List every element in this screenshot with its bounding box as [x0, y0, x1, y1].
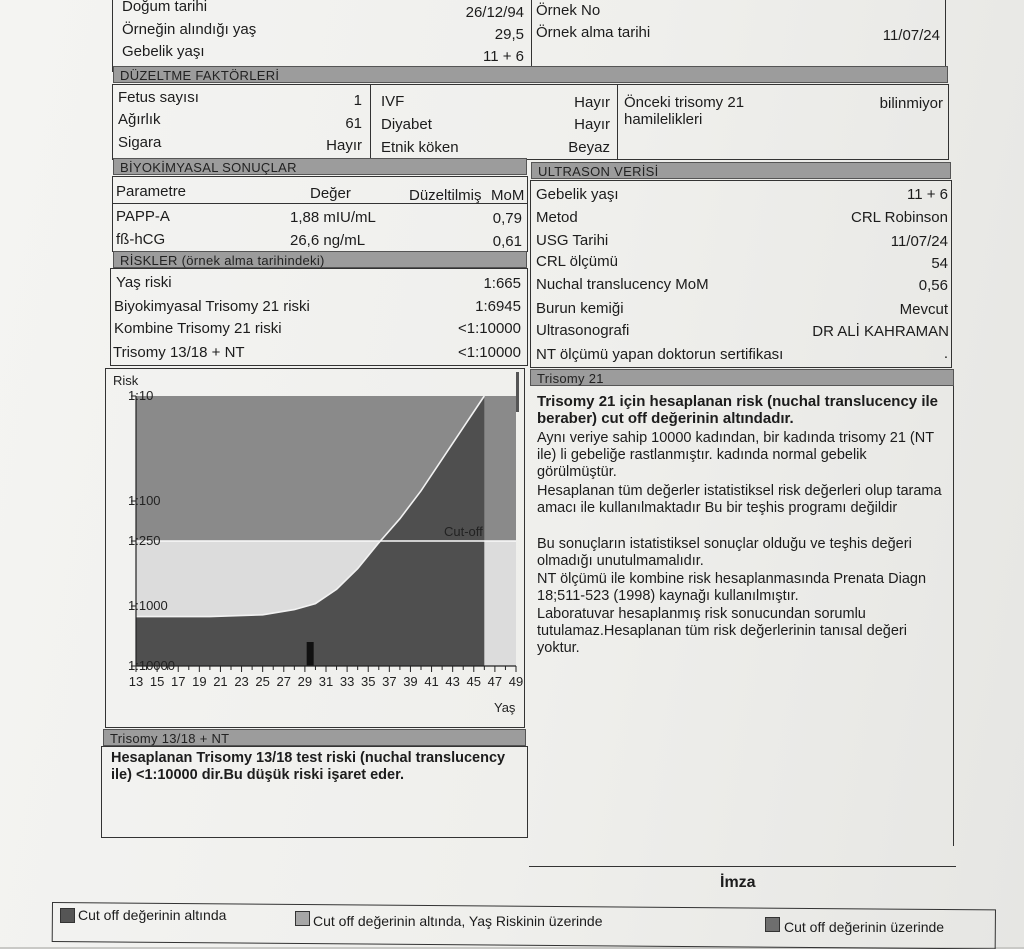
sample-date-value: 11/07/24	[882, 27, 940, 44]
col-value: Değer	[310, 185, 351, 202]
x-tick-label-33: 33	[339, 674, 355, 689]
y-tick-label-3: 1:1000	[128, 598, 168, 613]
x-tick-label-21: 21	[213, 674, 228, 689]
us-cert-label: NT ölçümü yapan doktorun sertifikası	[536, 346, 784, 363]
cutoff-label: Cut-off	[444, 524, 483, 539]
ivf-value: Hayır	[574, 94, 610, 111]
correction-box	[112, 84, 949, 160]
x-tick-label-27: 27	[276, 674, 292, 689]
ethnic-value: Beyaz	[568, 139, 610, 156]
x-tick-label-17: 17	[170, 674, 186, 689]
cutoff-overlay	[136, 396, 516, 541]
diabetes-value: Hayır	[574, 116, 610, 133]
t1318-text: Hesaplanan Trisomy 13/18 test riski (nuchal translucency ile) <1:10000 dir.Bu düşük riski işaret eder.	[111, 750, 506, 783]
sample-no-label: Örnek No	[536, 2, 601, 19]
t1318-header: Trisomy 13/18 + NT	[103, 729, 526, 746]
prev-trisomy-label-2: hamilelikleri	[624, 111, 703, 128]
risk-combined-label: Kombine Trisomy 21 riski	[114, 320, 282, 337]
x-tick-label-37: 37	[382, 674, 397, 689]
us-sonographer-value: DR ALİ KAHRAMAN	[812, 323, 949, 340]
ga-label: Gebelik yaşı	[122, 43, 205, 60]
y-tick-label-4: 1:10000	[128, 658, 175, 673]
header-divider	[531, 0, 532, 72]
us-ga-value: 11 + 6	[906, 186, 948, 203]
header-right-border	[945, 0, 946, 72]
us-method-label: Metod	[536, 209, 578, 226]
t21-paragraph-2: Hesaplanan tüm değerler istatistiksel risk değerleri olup tarama amacı ile kullanılmaktadır Bu bir teşhis programı değildir	[537, 483, 942, 516]
t21-header: Trisomy 21	[530, 369, 954, 386]
x-tick-label-35: 35	[360, 674, 376, 689]
x-tick-label-43: 43	[445, 674, 460, 689]
legend-swatch-above	[765, 917, 780, 932]
hcg-mom: 0,61	[492, 233, 522, 250]
x-tick-label-39: 39	[403, 674, 418, 689]
risk-t1318-label: Trisomy 13/18 + NT	[113, 344, 245, 361]
signature-label: İmza	[720, 874, 756, 891]
ivf-label: IVF	[381, 93, 405, 110]
us-nasal-label: Burun kemiği	[536, 300, 624, 317]
legend-label-above: Cut off değerinin üzerinde	[784, 919, 945, 935]
fetus-value: 1	[353, 92, 362, 109]
chart-scroll-mark	[516, 372, 519, 412]
x-tick-label-25: 25	[255, 674, 270, 689]
y-tick-label-1: 1:100	[128, 493, 161, 508]
x-tick-label-15: 15	[149, 674, 165, 689]
ga-value: 11 + 6	[482, 48, 524, 65]
us-nt-label: Nuchal translucency MoM	[536, 276, 709, 293]
x-tick-label-19: 19	[192, 674, 207, 689]
legend-swatch-between	[295, 911, 310, 926]
prev-trisomy-label-1: Önceki trisomy 21	[624, 94, 745, 111]
weight-value: 61	[345, 115, 362, 132]
legend-label-between: Cut off değerinin altında, Yaş Riskinin üzerinde	[313, 913, 603, 929]
header-left-border	[112, 0, 113, 72]
x-tick-label-23: 23	[234, 674, 249, 689]
y-tick-label-2: 1:250	[128, 533, 161, 548]
col-mom: MoM	[491, 187, 525, 204]
x-axis-title: Yaş	[494, 700, 516, 715]
risk-biochem-label: Biyokimyasal Trisomy 21 riski	[114, 298, 310, 315]
weight-label: Ağırlık	[118, 111, 161, 128]
legend-label-below: Cut off değerinin altında	[78, 907, 227, 923]
t21-paragraph-1: Aynı veriye sahip 10000 kadından, bir kadında trisomy 21 (NT ile) li gebeliğe rastlanmıştır. kadında normal gebelik görülmüştür.	[537, 430, 934, 480]
risk-biochem-value: 1:6945	[475, 298, 521, 315]
smoking-label: Sigara	[118, 134, 162, 151]
hcg-name: fß-hCG	[116, 231, 166, 248]
papp-a-mom: 0,79	[492, 210, 522, 227]
t21-paragraph-3: Bu sonuçların istatistiksel sonuçlar olduğu ve teşhis değeri olmadığı unutulmamalıdır.	[537, 536, 912, 569]
x-tick-label-31: 31	[318, 674, 334, 689]
us-crl-label: CRL ölçümü	[536, 253, 618, 270]
col-adjusted: Düzeltilmiş	[409, 187, 482, 204]
risk-age-label: Yaş riski	[116, 274, 172, 291]
risk-age-value: 1:665	[483, 275, 521, 292]
diabetes-label: Diyabet	[381, 116, 432, 133]
x-tick-label-47: 47	[487, 674, 503, 689]
risk-chart	[106, 369, 524, 727]
dob-value: 26/12/94	[465, 4, 524, 21]
us-date-label: USG Tarihi	[536, 232, 609, 249]
t21-bold-text: Trisomy 21 için hesaplanan risk (nuchal translucency ile beraber) cut off değerinin altındadır.	[537, 393, 938, 427]
x-tick-label-45: 45	[466, 674, 482, 689]
x-tick-label-41: 41	[424, 674, 439, 689]
y-tick-label-0: 1:10	[128, 388, 154, 403]
age-value: 29,5	[494, 26, 524, 43]
risks-header: RİSKLER (örnek alma tarihindeki)	[113, 251, 527, 268]
biochem-header: BİYOKİMYASAL SONUÇLAR	[113, 158, 527, 175]
t21-paragraph-5: Laboratuvar hesaplanmış risk sonucundan sorumlu tutulamaz.Hesaplanan tüm risk değerlerinin tanısal değeri yoktur.	[537, 606, 907, 656]
fetus-label: Fetus sayısı	[118, 89, 199, 106]
us-method-value: CRL Robinson	[851, 209, 948, 226]
correction-header: DÜZELTME FAKTÖRLERİ	[113, 66, 948, 83]
t21-paragraph-4: NT ölçümü ile kombine risk hesaplanmasında Prenata Diagn 18;511-523 (1998) kaynağı kullanılmıştır.	[537, 571, 927, 604]
x-tick-label-49: 49	[508, 674, 524, 689]
correction-divider-2	[617, 84, 618, 160]
ultrasound-header: ULTRASON VERİSİ	[531, 162, 951, 179]
x-tick-label-13: 13	[128, 674, 144, 689]
risk-t1318-value: <1:10000	[458, 344, 521, 361]
patient-marker	[307, 642, 314, 666]
age-label: Örneğin alındığı yaş	[122, 21, 257, 38]
us-crl-value: 54	[931, 255, 948, 272]
papp-a-name: PAPP-A	[116, 208, 170, 225]
x-tick-label-29: 29	[297, 674, 313, 689]
papp-a-value: 1,88 mIU/mL	[290, 209, 376, 226]
col-param: Parametre	[116, 183, 187, 200]
us-cert-value: .	[943, 345, 948, 362]
hcg-value: 26,6 ng/mL	[290, 232, 366, 249]
y-axis-title: Risk	[113, 373, 139, 388]
us-ga-label: Gebelik yaşı	[536, 186, 619, 203]
us-nt-value: 0,56	[918, 277, 948, 294]
sample-date-label: Örnek alma tarihi	[536, 24, 651, 41]
us-sonographer-label: Ultrasonografi	[536, 322, 630, 339]
risk-combined-value: <1:10000	[458, 320, 521, 337]
correction-divider-1	[370, 84, 371, 160]
us-date-value: 11/07/24	[890, 233, 948, 250]
ethnic-label: Etnik köken	[381, 139, 459, 156]
dob-label: Doğum tarihi	[122, 0, 208, 15]
smoking-value: Hayır	[326, 137, 362, 154]
us-nasal-value: Mevcut	[899, 301, 948, 318]
legend-swatch-below	[60, 908, 75, 923]
t21-right-border	[953, 386, 954, 846]
signature-line	[529, 866, 956, 867]
prev-trisomy-value: bilinmiyor	[879, 95, 943, 112]
